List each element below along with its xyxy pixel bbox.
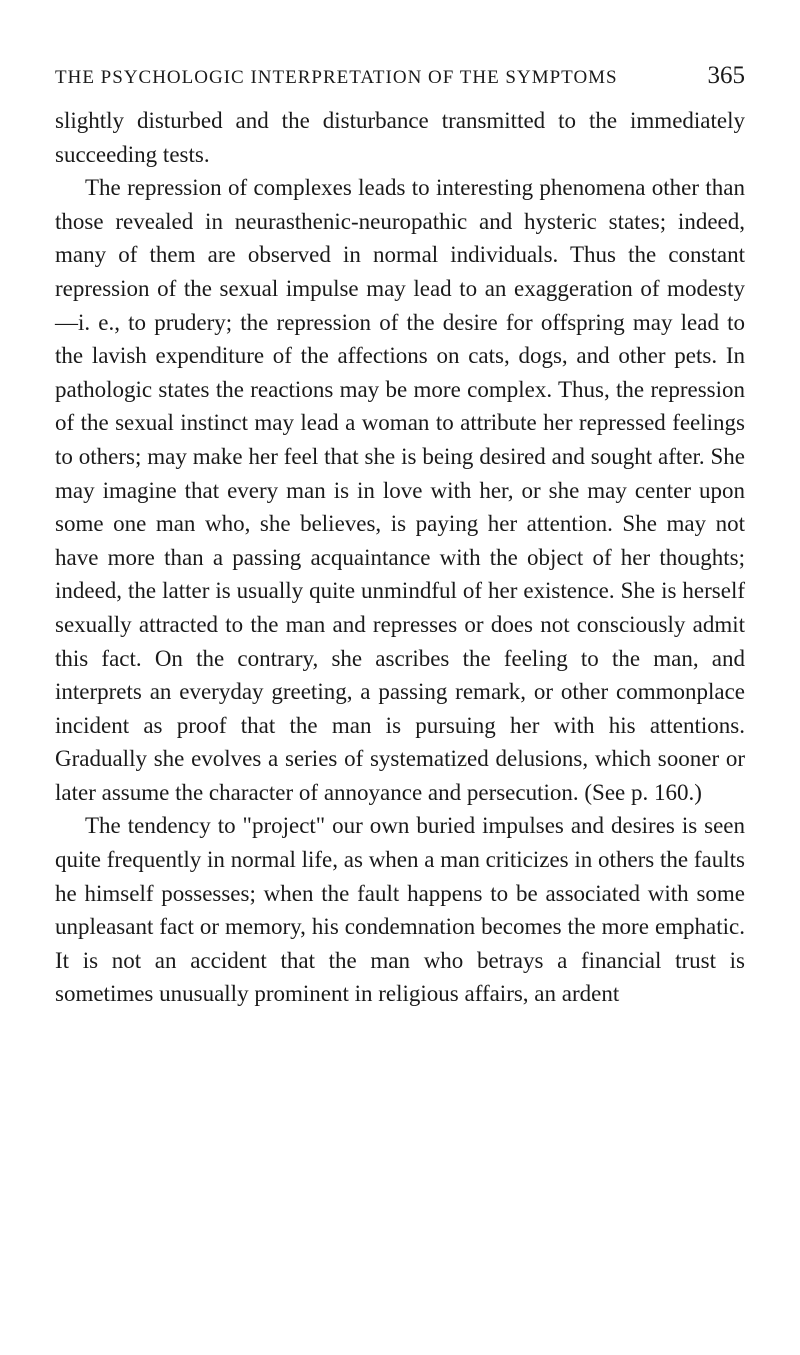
book-page [55, 62, 745, 1011]
paragraph-projection: The tendency to "project" our own buried impulses and desires is seen quite frequently in normal life, as when a man criticizes in others the faults he himself possesses; when the fault happens to be associated with some unpleasant fact or memory, his condemnation becomes the more emphatic. It is not an accident that the man who betrays a financial trust is sometimes unusually prominent in religious affairs, an ardent [55, 813, 745, 1007]
body-text [55, 104, 745, 1011]
running-head [55, 62, 745, 96]
paragraph-continued: slightly disturbed and the disturbance transmitted to the immediately succeeding tests. [55, 108, 745, 167]
running-title: THE PSYCHOLOGIC INTERPRETATION OF THE SYMPTOMS [55, 67, 618, 88]
paragraph-repression: The repression of complexes leads to interesting phenomena other than those revealed in neurasthenic-neuropathic and hysteric states; indeed, many of them are observed in normal individuals. Thus the constant repression of the sexual impulse may lead to an exaggeration of modesty—i. e., to prudery; the repression of the desire for offspring may lead to the lavish expenditure of the affections on cats, dogs, and other pets. In pathologic states the reactions may be more complex. Thus, the repression of the sexual instinct may lead a woman to attribute her repressed feelings to others; may make her feel that she is being desired and sought after. She may imagine that every man is in love with her, or she may center upon some one man who, she believes, is paying her attention. She may not have more than a passing acquaintance with the object of her thoughts; indeed, the latter is usually quite unmindful of her existence. She is herself sexually attracted to the man and represses or does not consciously admit this fact. On the contrary, she ascribes the feeling to the man, and interprets an everyday greeting, a passing remark, or other commonplace incident as proof that the man is pursuing her with his attentions. Gradually she evolves a series of systematized delusions, which sooner or later assume the character of annoyance and persecution. (See p. 160.) [55, 175, 745, 805]
page-number: 365 [707, 62, 745, 89]
